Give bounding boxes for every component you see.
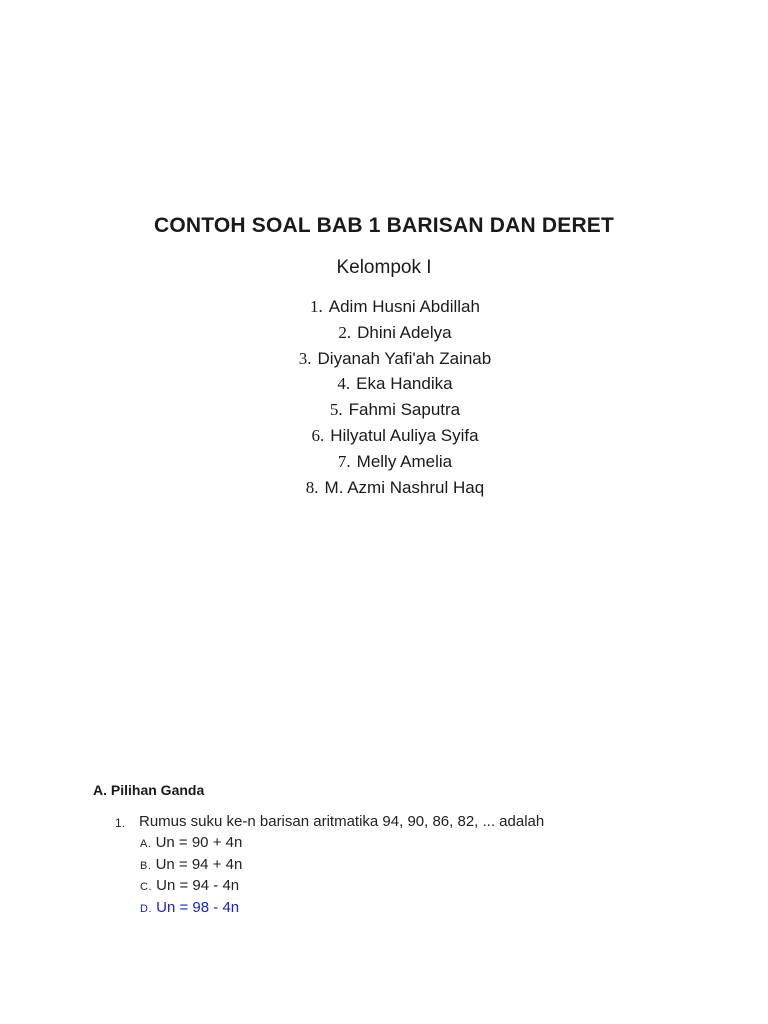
member-number: 2. [338, 322, 352, 342]
question-text: Rumus suku ke-n barisan aritmatika 94, 90, 86, 82, ... adalah [139, 813, 545, 830]
member-number: 7. [337, 451, 351, 471]
member-name: Hilyatul Auliya Syifa [330, 425, 479, 445]
member-name: Diyanah Yafi'ah Zainab [317, 348, 492, 368]
option-a [140, 834, 242, 851]
member-item [0, 475, 768, 501]
member-number: 1. [310, 297, 323, 316]
member-item [0, 294, 768, 320]
member-name: M. Azmi Nashrul Haq [324, 477, 485, 497]
member-item [0, 371, 768, 397]
member-name: Eka Handika [356, 374, 453, 394]
member-item [0, 346, 768, 372]
option-letter: C. [140, 881, 152, 893]
option-text: Un = 94 - 4n [152, 877, 240, 894]
option-b [140, 856, 242, 873]
member-item [0, 423, 768, 449]
member-number: 3. [298, 348, 312, 368]
group-name: Kelompok I [336, 257, 432, 278]
member-item [0, 449, 768, 475]
member-name: Fahmi Saputra [348, 400, 461, 420]
option-d-answer [140, 899, 239, 916]
document-title: CONTOH SOAL BAB 1 BARISAN DAN DERET [153, 214, 615, 237]
member-number: 5. [329, 400, 343, 420]
member-name: Adim Husni Abdillah [328, 297, 480, 316]
member-name: Dhini Adelya [357, 322, 452, 342]
option-letter: A. [140, 838, 152, 850]
option-c [140, 877, 239, 894]
member-number: 4. [337, 374, 351, 394]
option-text: Un = 98 - 4n [152, 899, 240, 916]
member-list [0, 294, 768, 500]
member-number: 6. [311, 425, 325, 445]
member-name: Melly Amelia [356, 451, 453, 471]
option-letter: D. [140, 903, 152, 915]
member-item [0, 320, 768, 346]
member-number: 8. [305, 477, 319, 497]
option-letter: B. [140, 860, 152, 872]
option-text: Un = 94 + 4n [151, 856, 243, 873]
question-number: 1. [115, 816, 126, 830]
option-text: Un = 90 + 4n [151, 834, 243, 851]
section-heading: A. Pilihan Ganda [93, 782, 205, 798]
member-item [0, 397, 768, 423]
